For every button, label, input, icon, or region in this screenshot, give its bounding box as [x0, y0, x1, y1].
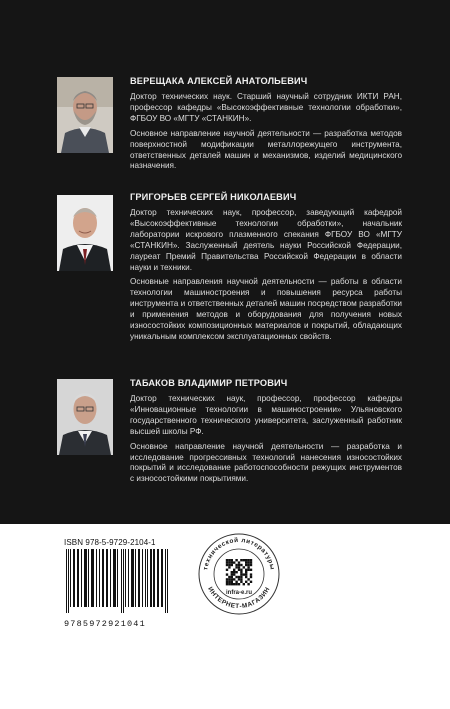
barcode-bar [66, 549, 67, 613]
qr-module [235, 571, 237, 573]
barcode-bar [123, 549, 124, 613]
qr-module [228, 566, 230, 568]
stamp-url: infra-e.ru [225, 590, 253, 596]
qr-module [226, 569, 228, 571]
author-bio: Доктор технических наук, профессор, профессор кафедры «Инновационные технологии в машиностроении» Ульяновского государственного технического университета, заслуженный работник высшей школы РФ. [130, 394, 402, 436]
qr-module [238, 578, 240, 580]
barcode-bar [88, 549, 89, 607]
qr-module [231, 571, 233, 573]
barcode-bar [125, 549, 126, 607]
qr-module [247, 564, 249, 566]
author-photo [57, 379, 113, 455]
qr-module [247, 559, 249, 561]
qr-module [235, 564, 237, 566]
author-research: Основные направления научной деятельности — работы в области технологии машиностроения и повышения ресурса работы инструмента и ответственных деталей машин посредством разработки и применения методов и оборудования для получения новых износостойких композиционных материалов и покрытий, обладающих уникальным комплексом эксплуатационных свойств. [130, 277, 402, 341]
barcode-bar [142, 549, 143, 607]
author-bio: Доктор технических наук, профессор, заведующий кафедрой «Высокоэффективные технологии обработки», начальник лаборатории искрового плазменного спекания ФГБОУ ВО «МГТУ «СТАНКИН». Заслуженный деятель науки Российской Федерации, лауреат Премий Правительства Российской Федерации в области науки и техники. [130, 208, 402, 272]
author-text [130, 192, 402, 347]
qr-module [240, 571, 242, 573]
author-text [130, 76, 402, 176]
barcode-bar [131, 549, 134, 607]
qr-module [235, 576, 237, 578]
qr-module [233, 561, 235, 563]
barcode-graphic [64, 549, 199, 613]
qr-module [226, 573, 228, 575]
barcode-bar [81, 549, 82, 607]
author-research: Основное направление научной деятельности — разработка методов поверхностной модификации металлорежущего инструмента, ответственных деталей машин и механизмов, изделий медицинского назначения. [130, 128, 402, 171]
qr-module [247, 561, 249, 563]
qr-module [240, 564, 242, 566]
qr-module [231, 578, 233, 580]
qr-module [247, 566, 249, 568]
barcode-bar [91, 549, 94, 607]
qr-module [250, 569, 252, 571]
qr-module [231, 581, 233, 583]
qr-module [233, 571, 235, 573]
barcode-bar [167, 549, 168, 613]
qr-module [250, 581, 252, 583]
qr-module [231, 573, 233, 575]
qr-module [243, 566, 245, 568]
qr-module [247, 569, 249, 571]
qr-module [250, 573, 252, 575]
barcode-area [64, 538, 199, 629]
qr-module [226, 559, 228, 561]
bottom-panel [0, 524, 450, 709]
qr-module [228, 559, 230, 561]
barcode-bar [150, 549, 152, 607]
qr-module [233, 583, 235, 585]
barcode-bar [99, 549, 100, 607]
qr-module [243, 583, 245, 585]
qr-module [238, 566, 240, 568]
qr-module [240, 559, 242, 561]
qr-module [243, 559, 245, 561]
barcode-bar [145, 549, 146, 607]
qr-module [226, 561, 228, 563]
barcode-bar [106, 549, 108, 607]
qr-module [228, 576, 230, 578]
qr-module [231, 583, 233, 585]
qr-module [245, 576, 247, 578]
qr-module [250, 564, 252, 566]
barcode-bar [121, 549, 122, 613]
barcode-bar [165, 549, 166, 613]
qr-module [228, 581, 230, 583]
qr-module [245, 559, 247, 561]
qr-module [245, 569, 247, 571]
qr-module [245, 571, 247, 573]
qr-module [247, 578, 249, 580]
stamp-top-text: технической литературы [202, 536, 276, 571]
barcode-bar [113, 549, 116, 607]
qr-module [250, 559, 252, 561]
qr-module [235, 583, 237, 585]
barcode-bar [117, 549, 118, 607]
qr-module [226, 564, 228, 566]
author-text [130, 378, 402, 489]
qr-module [240, 573, 242, 575]
qr-module [238, 569, 240, 571]
qr-module [233, 578, 235, 580]
barcode-bar [68, 549, 69, 613]
author-name: ГРИГОРЬЕВ СЕРГЕЙ НИКОЛАЕВИЧ [130, 192, 297, 202]
barcode-bar [157, 549, 159, 607]
barcode-bar [110, 549, 111, 607]
qr-module [226, 578, 228, 580]
barcode-bar [138, 549, 140, 607]
qr-module [228, 578, 230, 580]
author-name: ВЕРЕЩАКА АЛЕКСЕЙ АНАТОЛЬЕВИЧ [130, 76, 308, 86]
qr-module [235, 559, 237, 561]
qr-module [250, 561, 252, 563]
qr-module [231, 559, 233, 561]
shop-stamp [197, 532, 281, 616]
qr-module [240, 576, 242, 578]
qr-module [233, 569, 235, 571]
qr-module [228, 583, 230, 585]
author-photo [57, 195, 113, 271]
barcode-bar [102, 549, 104, 607]
qr-module [238, 576, 240, 578]
ean-number: 9785972921041 [64, 619, 146, 629]
isbn-label: ISBN 978-5-9729-2104-1 [64, 538, 156, 547]
qr-module [238, 561, 240, 563]
barcode-bar [77, 549, 79, 607]
barcode-bar [153, 549, 155, 607]
author-photo [57, 77, 113, 153]
qr-module [245, 561, 247, 563]
barcode-bar [128, 549, 129, 607]
author-research: Основное направление научной деятельности — разработка и исследование прогрессивных технологий нанесения износостойких покрытий и исследование работоспособности режущих инструментов с износостойкими покрытиями. [130, 441, 402, 484]
qr-module [245, 564, 247, 566]
qr-module [228, 561, 230, 563]
qr-module [240, 578, 242, 580]
barcode-bar [96, 549, 97, 607]
stamp-bottom-text: ИНТЕРНЕТ-МАГАЗИН [206, 585, 272, 611]
qr-module [240, 569, 242, 571]
barcode-bar [135, 549, 136, 607]
barcode-bar [161, 549, 163, 607]
qr-module [228, 564, 230, 566]
qr-module [238, 583, 240, 585]
barcode-bar [70, 549, 71, 607]
qr-module [231, 576, 233, 578]
qr-module [226, 583, 228, 585]
qr-module [240, 581, 242, 583]
qr-module [233, 573, 235, 575]
qr-module [238, 564, 240, 566]
qr-module [250, 576, 252, 578]
qr-module [235, 566, 237, 568]
author-name: ТАБАКОВ ВЛАДИМИР ПЕТРОВИЧ [130, 378, 288, 388]
qr-module [247, 583, 249, 585]
qr-module [235, 581, 237, 583]
barcode-bar [73, 549, 75, 607]
author-bio: Доктор технических наук. Старший научный сотрудник ИКТИ РАН, профессор кафедры «Высокоэффективные технологии обработки», ФГБОУ ВО «МГТУ «СТАНКИН». [130, 92, 402, 123]
qr-module [245, 573, 247, 575]
qr-module [226, 581, 228, 583]
qr-module [245, 581, 247, 583]
barcode-bar [84, 549, 87, 607]
qr-module [243, 573, 245, 575]
qr-module [231, 561, 233, 563]
qr-module [231, 564, 233, 566]
barcode-bar [147, 549, 148, 607]
